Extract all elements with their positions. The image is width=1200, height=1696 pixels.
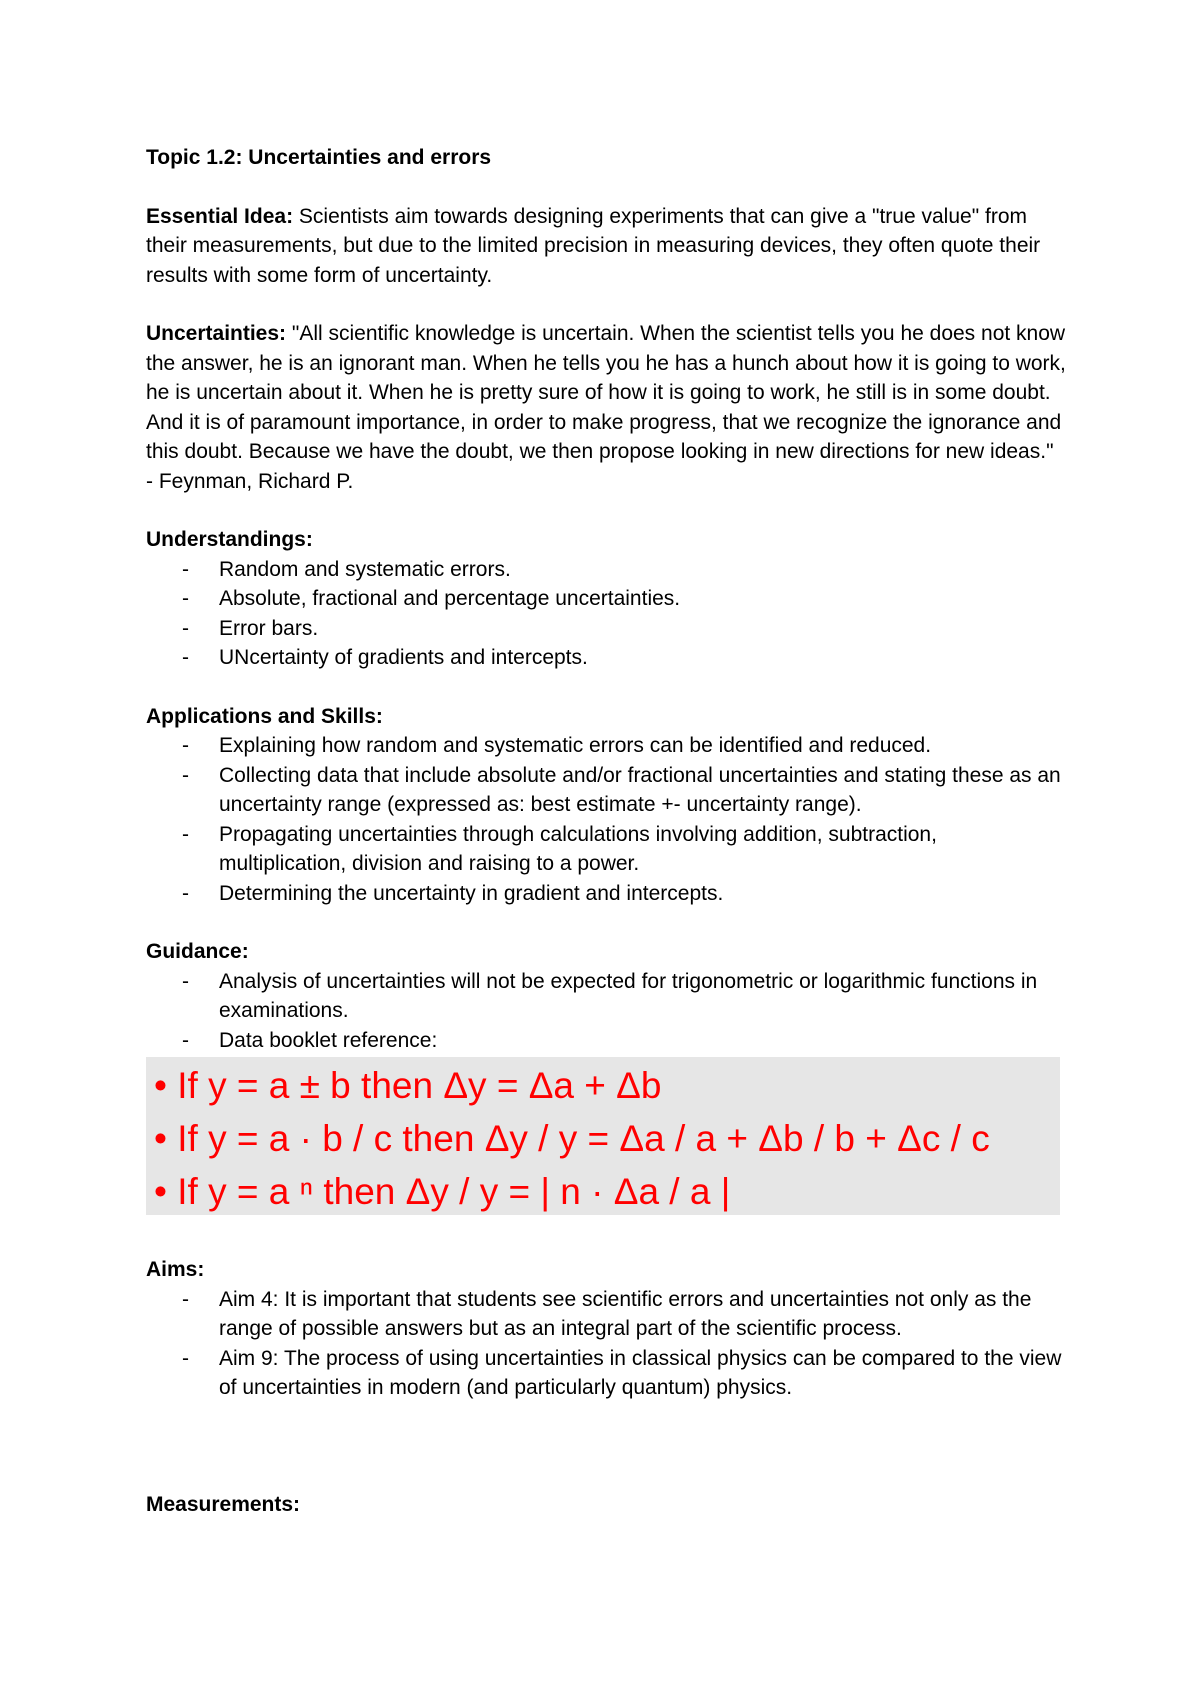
formula-power: • If y = a ⁿ then Δy / y = | n · Δa / a | (154, 1171, 731, 1212)
formula-box (146, 1057, 1060, 1215)
measurements-heading: Measurements: (146, 1492, 301, 1516)
understandings-list (146, 555, 1066, 673)
list-item: - Random and systematic errors. (146, 555, 1066, 585)
list-item: - Data booklet reference: (146, 1026, 1066, 1056)
list-item: - Propagating uncertainties through calculations involving addition, subtraction, multiplication, division and raising to a power. (146, 820, 1066, 879)
list-item: - Aim 4: It is important that students see scientific errors and uncertainties not only as the range of possible answers but as an integral part of the scientific process. (146, 1285, 1066, 1344)
formula-product: • If y = a · b / c then Δy / y = Δa / a + Δb / b + Δc / c (154, 1118, 990, 1159)
aims-list (146, 1285, 1066, 1403)
understandings-heading: Understandings: (146, 528, 313, 551)
essential-idea-paragraph (146, 202, 1066, 291)
applications-list (146, 731, 1066, 908)
list-item: - Absolute, fractional and percentage uncertainties. (146, 584, 1066, 614)
list-item: - Aim 9: The process of using uncertainties in classical physics can be compared to the view of uncertainties in modern (and particularly quantum) physics. (146, 1344, 1066, 1403)
essential-idea-text: Scientists aim towards designing experiments that can give a "true value" from their measurements, but due to the limited precision in measuring devices, they often quote their results with some form of uncertainty. (146, 204, 1041, 287)
uncertainties-text: "All scientific knowledge is uncertain. When the scientist tells you he does not know the answer, he is an ignorant man. When he tells you he has a hunch about how it is going to work, he is uncertain about it. When he is pretty sure of how it is going to work, he still is in some doubt. And it is of paramount importance, in order to make progress, that we recognize the ignorance and this doubt. Because we have the doubt, we then propose looking in new directions for new ideas." - Feynman, Richard P. (146, 322, 1066, 493)
aims-heading: Aims: (146, 1258, 205, 1281)
formula-sum: • If y = a ± b then Δy = Δa + Δb (154, 1065, 662, 1106)
applications-heading: Applications and Skills: (146, 704, 383, 728)
list-item: - Collecting data that include absolute and/or fractional uncertainties and stating these as an uncertainty range (expressed as: best estimate +- uncertainty range). (146, 761, 1066, 820)
essential-idea-label: Essential Idea: (146, 204, 294, 228)
document-page (146, 143, 1066, 1519)
list-item: - Determining the uncertainty in gradient and intercepts. (146, 879, 1066, 909)
list-item: - Explaining how random and systematic errors can be identified and reduced. (146, 731, 1066, 761)
guidance-heading: Guidance: (146, 940, 249, 963)
uncertainties-paragraph (146, 319, 1066, 496)
uncertainties-label: Uncertainties: (146, 322, 287, 345)
guidance-list (146, 967, 1066, 1056)
spacer (146, 1432, 1066, 1490)
list-item: - Error bars. (146, 614, 1066, 644)
list-item: - UNcertainty of gradients and intercepts. (146, 643, 1066, 673)
list-item: - Analysis of uncertainties will not be expected for trigonometric or logarithmic functions in examinations. (146, 967, 1066, 1026)
page-title: Topic 1.2: Uncertainties and errors (146, 146, 492, 169)
